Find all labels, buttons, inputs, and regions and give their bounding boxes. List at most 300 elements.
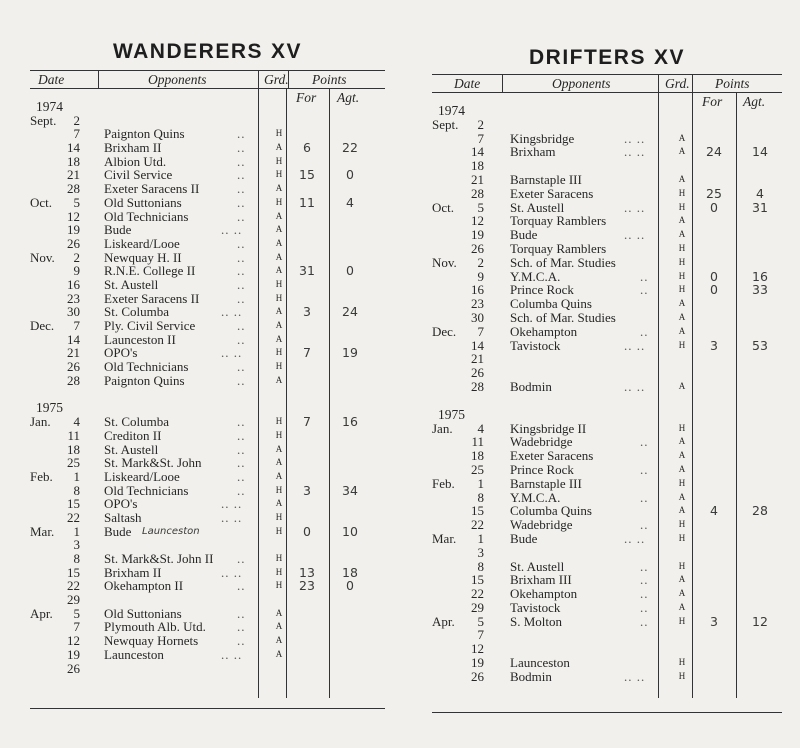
points-against: 12 [752,613,768,629]
points-against: 14 [752,144,768,160]
day-number: 5 [477,199,484,215]
fixture-row [432,118,782,132]
leader-dots: .. [237,455,246,471]
leader-dots: .. [237,126,246,142]
leader-dots: .. [237,153,246,169]
leader-dots: .. .. [624,227,646,243]
day-number: 21 [67,167,80,183]
drifters-fixture-list [432,104,782,684]
day-number: 22 [471,517,484,533]
opponent-name: Torquay Ramblers [510,240,607,256]
month-label: Apr. [432,613,455,629]
fixture-row [432,270,782,284]
month-label: Apr. [30,605,53,621]
fixture-row [432,435,782,449]
leader-dots: .. [237,427,246,443]
year-label: 1974 [438,103,465,118]
opponent-name: Barnstaple III [510,171,582,187]
day-number: 8 [477,558,484,574]
fixture-row [30,443,385,457]
day-number: 7 [73,318,80,333]
leader-dots: .. .. [221,496,243,512]
day-number: 5 [73,605,80,621]
fixture-row [30,552,385,566]
fixture-row [432,573,782,587]
opponent-name: Y.M.C.A. [510,489,561,505]
leader-dots: .. [237,249,246,265]
day-number: 14 [471,337,484,353]
fixture-row [432,670,782,684]
day-number: 7 [477,130,484,146]
day-number: 4 [73,414,80,430]
day-number: 9 [73,263,80,279]
opponent-name: Bude [104,222,132,238]
ground-code: A [678,146,686,157]
points-against: 19 [342,345,358,361]
leader-dots: .. [237,482,246,498]
day-number: 15 [471,572,484,588]
date-header: Date [38,72,65,87]
leader-dots: .. .. [624,199,646,215]
fixture-row [30,346,385,360]
ground-code: A [678,588,686,599]
points-against: 24 [342,304,358,320]
ground-code: A [275,621,283,632]
ground-code: A [275,635,283,646]
date-header: Date [454,76,481,91]
fixture-row [30,210,385,224]
leader-dots: .. [640,489,649,505]
opponent-name: Paignton Quins [104,126,185,142]
ground-code: H [275,128,283,139]
wanderers-title-text: WANDERERS [112,40,263,63]
year-row [432,104,782,118]
opponent-name: St. Mark&St. John II [104,551,214,566]
opponent-name: Bodmin [510,378,552,394]
day-number: 22 [471,586,484,602]
leader-dots: .. [237,290,246,306]
ground-code: A [678,229,686,240]
ground-code: H [275,292,283,303]
fixture-row [432,325,782,339]
points-against: 0 [346,167,354,183]
opponent-name: Barnstaple III [510,475,582,491]
drifters-title [432,46,782,70]
opponent-name: Launceston [104,646,164,662]
fixture-row [30,114,385,128]
leader-dots: .. [237,359,246,375]
month-label: Feb. [30,468,53,484]
fixture-row [432,283,782,297]
ground-code: A [678,505,686,516]
opponent-name: Ply. Civil Service [104,318,196,333]
leader-dots: .. [237,276,246,292]
day-number: 7 [73,619,80,635]
ground-code: A [678,215,686,226]
day-number: 18 [67,441,80,457]
fixture-row [432,256,782,270]
fixture-row [432,352,782,366]
ground-code: H [275,361,283,372]
opponent-name: OPO's [104,345,138,361]
fixture-row [432,532,782,546]
fixture-row [432,159,782,173]
day-number: 18 [471,448,484,464]
points-against: 31 [752,199,768,215]
day-number: 21 [67,345,80,361]
opponent-name: Torquay Ramblers [510,213,607,229]
opponent-name: Exeter Saracens II [104,290,200,306]
leader-dots: .. .. [624,668,646,684]
leader-dots: .. [640,613,649,629]
points-against: 16 [752,268,768,284]
fixture-row [30,511,385,525]
month-label: Jan. [30,414,51,430]
fixture-row [30,223,385,237]
fixture-row [432,242,782,256]
fixture-row [30,292,385,306]
ground-code: A [275,320,283,330]
fixture-row [432,587,782,601]
ground-code: A [678,463,686,474]
fixture-row [432,615,782,629]
points-for: 3 [303,482,311,498]
ground-code: A [275,251,283,262]
ground-code: H [678,615,686,626]
ground-code: H [678,270,686,281]
points-against: 0 [346,263,354,279]
opponent-name: Liskeard/Looe [104,468,180,484]
opponent-name: Tavistock [510,599,561,615]
opponent-name: Wadebridge [510,434,573,450]
ground-code: A [678,325,686,336]
points-for: 3 [303,304,311,320]
points-against: 10 [342,523,358,539]
ground-code: H [275,347,283,358]
points-for: 31 [299,263,315,279]
day-number: 28 [471,185,484,201]
leader-dots: .. [237,633,246,649]
day-number: 28 [67,372,80,388]
points-for: 0 [710,199,718,215]
opponent-name: R.N.E. College II [104,263,196,279]
fixture-row [432,560,782,574]
drifters-title-suffix: XV [653,46,685,69]
fixture-row [432,463,782,477]
day-number: 26 [67,235,80,251]
fixture-row [30,634,385,648]
day-number: 23 [471,296,484,312]
opponent-name: Launceston II [104,331,176,347]
opponent-name: Tavistock [510,337,561,353]
points-against: 4 [756,185,764,201]
ground-code: H [678,657,686,668]
day-number: 14 [67,331,80,347]
ground-code: H [678,242,686,253]
day-number: 30 [471,309,484,325]
opponents-header: Opponents [552,76,611,91]
opponent-name: St. Austell [104,441,159,457]
day-number: 1 [477,475,484,491]
points-for: 7 [303,345,311,361]
month-label: Feb. [432,475,455,491]
opponent-name: St. Austell [104,276,159,292]
opponent-name: Newquay Hornets [104,633,199,649]
ground-code: A [678,380,686,391]
day-number: 25 [67,455,80,471]
opponent-name: Albion Utd. [104,153,167,169]
fixture-row [30,593,385,607]
month-label: Mar. [432,530,457,546]
ground-code: H [275,155,283,166]
leader-dots: .. [237,468,246,484]
day-number: 14 [471,144,484,160]
day-number: 19 [471,227,484,243]
bottom-rule [30,708,385,709]
fixture-row [432,339,782,353]
opponent-name: Okehampton II [104,578,184,594]
day-number: 5 [477,613,484,629]
day-number: 12 [67,633,80,649]
leader-dots: .. [237,372,246,388]
day-number: 1 [73,468,80,484]
points-for: 13 [299,564,315,580]
leader-dots: .. .. [624,130,646,146]
fixture-row [30,662,385,676]
month-label: Nov. [432,254,457,270]
opponent-name: Old Technicians [104,482,189,498]
header-bottom-rule [432,92,782,93]
opponent-name: OPO's [104,496,138,512]
day-number: 16 [471,282,484,298]
fixture-row [432,628,782,642]
points-against: 4 [346,194,354,210]
leader-dots: .. [640,599,649,615]
points-against: 33 [752,282,768,298]
ground-code: H [275,553,283,563]
fixture-row [30,141,385,155]
points-against: 34 [342,482,358,498]
ground-code: A [678,450,686,461]
leader-dots: .. [237,441,246,457]
day-number: 15 [67,564,80,580]
opponents-header: Opponents [148,72,207,87]
spacer-row [30,387,385,401]
leader-dots: .. [237,167,246,183]
fixture-row [30,319,385,333]
day-number: 2 [477,254,484,270]
year-label: 1975 [36,400,63,416]
header-bottom-rule [30,88,385,89]
day-number: 12 [67,208,80,224]
fixture-row [30,525,385,539]
day-number: 4 [477,420,484,436]
fixture-row [30,415,385,429]
opponent-name: Exeter Saracens [510,185,594,201]
fixture-row [432,311,782,325]
fixture-row [432,228,782,242]
day-number: 15 [67,496,80,512]
day-number: 26 [471,668,484,684]
ground-code: A [275,183,283,194]
opponent-name: Wadebridge [510,517,573,533]
fixture-row [30,456,385,470]
opponent-name: S. Molton [510,613,563,629]
opponent-name: Prince Rock [510,282,574,298]
leader-dots: .. [640,282,649,298]
fixture-row [432,145,782,159]
points-for: 6 [303,140,311,156]
fixture-row [30,305,385,319]
fixture-row [30,360,385,374]
fixture-row [432,380,782,394]
opponent-name: Civil Service [104,167,173,183]
drifters-fixture-card [432,0,782,748]
month-label: Oct. [432,199,455,215]
ground-code: H [275,429,283,440]
for-header: For [702,94,723,109]
ground-code: A [678,574,686,585]
day-number: 8 [73,551,80,566]
opponent-name: Bude [104,523,132,539]
day-number: 26 [471,365,484,381]
opponent-name: Old Technicians [104,208,189,224]
day-number: 8 [73,482,80,498]
points-for: 25 [706,185,722,201]
fixture-row [432,214,782,228]
leader-dots: .. .. [624,144,646,160]
date-divider [98,70,99,88]
ground-code: A [275,498,283,509]
leader-dots: .. [640,434,649,450]
leader-dots: .. [640,268,649,284]
leader-dots: .. [237,605,246,621]
ground-code: A [275,607,283,618]
fixture-row [432,132,782,146]
ground-code: A [678,298,686,309]
opponent-name: Crediton II [104,427,162,443]
day-number: 12 [471,213,484,229]
leader-dots: .. [237,619,246,635]
opponent-name: St. Columba [104,414,170,430]
fixture-row [30,497,385,511]
day-number: 14 [67,140,80,156]
opponent-name: St. Mark&St. John [104,455,202,471]
ground-code: A [678,311,686,322]
ground-code: A [678,601,686,612]
day-number: 25 [471,461,484,477]
leader-dots: .. [640,517,649,533]
day-number: 26 [67,359,80,375]
leader-dots: .. .. [624,378,646,394]
fixture-row [30,484,385,498]
fixture-row [432,656,782,670]
header-top-rule [432,74,782,75]
ground-code: H [678,422,686,433]
fixture-row [30,237,385,251]
fixture-row [30,251,385,265]
opponent-name: Exeter Saracens [510,448,594,464]
ground-code: H [275,525,283,536]
fixture-row [30,538,385,552]
opponent-name: Sch. of Mar. Studies [510,309,616,325]
opponent-name: Brixham III [510,572,572,588]
opponent-name: Columba Quins [510,296,592,312]
leader-dots: .. [237,140,246,156]
opponent-name: Launceston [510,655,570,671]
day-number: 8 [477,489,484,505]
ground-code: H [275,278,283,289]
points-for: 4 [710,503,718,519]
day-number: 1 [73,523,80,539]
day-number: 26 [471,240,484,256]
year-row [432,408,782,422]
day-number: 22 [67,578,80,594]
ground-code: H [678,477,686,488]
day-number: 1 [477,530,484,546]
leader-dots: .. .. [221,304,243,320]
fixture-row [30,182,385,196]
day-number: 15 [471,503,484,519]
ground-code: A [275,306,283,317]
opponent-name: Kingsbridge [510,130,575,146]
ground-code: H [275,169,283,180]
leader-dots: .. [640,323,649,339]
fixture-row [432,366,782,380]
leader-dots: .. [237,235,246,251]
wanderers-fixture-list [30,100,385,675]
day-number: 29 [471,599,484,615]
opponent-name: Brixham II [104,564,162,580]
leader-dots: .. .. [624,337,646,353]
ground-code: H [678,532,686,543]
leader-dots: .. [237,208,246,224]
fixture-row [30,155,385,169]
day-number: 23 [67,290,80,306]
fixture-row [432,297,782,311]
day-number: 26 [67,660,80,676]
day-number: 7 [73,126,80,142]
ground-code: H [678,670,686,681]
day-number: 21 [471,351,484,367]
points-against: 18 [342,564,358,580]
ground-code: A [275,470,283,481]
date-divider [502,74,503,92]
opponent-name: Brixham II [104,140,162,156]
fixture-row [30,620,385,634]
fixture-row [30,127,385,141]
ground-code: A [275,265,283,276]
for-header: For [296,90,317,105]
fixture-row [30,648,385,662]
ground-code: H [678,256,686,267]
day-number: 2 [73,112,80,128]
ground-code: A [275,142,283,153]
fixture-row [30,168,385,182]
month-label: Nov. [30,249,55,265]
points-for: 24 [706,144,722,160]
leader-dots: .. [237,551,246,566]
points-header: Points [715,76,750,91]
day-number: 11 [67,427,80,443]
opponent-name: Brixham [510,144,556,160]
day-number: 3 [73,537,80,553]
points-against: 0 [346,578,354,594]
grd-divider-top [288,70,289,88]
day-number: 3 [477,544,484,560]
agt-header: Agt. [337,90,360,105]
opponent-name: Plymouth Alb. Utd. [104,619,206,635]
